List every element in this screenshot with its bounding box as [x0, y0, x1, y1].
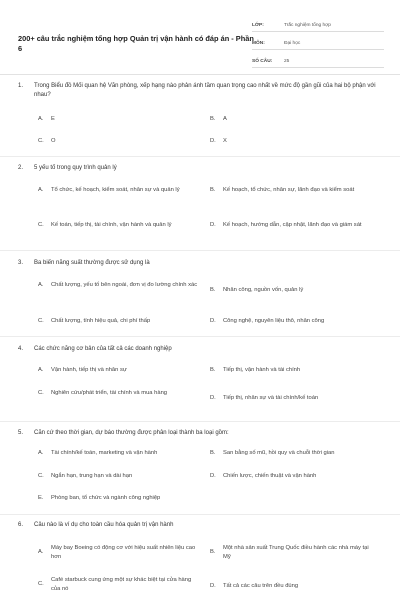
option-text: Tiếp thị, nhân sự và tài chính/kế toán — [223, 395, 319, 401]
option-c[interactable] — [38, 389, 201, 398]
option-a[interactable] — [38, 544, 201, 561]
question-stem — [18, 521, 388, 530]
question-number: 3. — [18, 260, 24, 266]
option-text: Vận hành, tiếp thị và nhân sự — [51, 367, 127, 373]
option-letter: D. — [210, 583, 216, 589]
question-1 — [18, 82, 388, 100]
meta-key: LỚP: — [252, 23, 264, 28]
option-text: Chiến lược, chiến thuật và vận hành — [223, 473, 317, 479]
option-letter: E. — [38, 495, 44, 501]
option-letter: B. — [210, 450, 216, 456]
question-6 — [18, 521, 388, 530]
header-divider — [0, 74, 400, 75]
option-text: Phòng ban, tổ chức và ngành công nghiệp — [51, 495, 161, 501]
question-stem — [18, 345, 388, 354]
option-text: Chất lượng, tính hiệu quả, chi phí thấp — [51, 318, 151, 324]
option-letter: C. — [38, 581, 44, 588]
question-5 — [18, 429, 388, 438]
option-letter: A. — [38, 282, 44, 288]
meta-value: Trắc nghiệm tổng hợp — [284, 23, 331, 28]
option-text: San bằng số mũ, hồi quy và chuỗi thời gian — [223, 450, 335, 456]
option-text: Café starbuck cung ứng một sự khác biệt tại cửa hàng của nó — [51, 577, 192, 592]
question-divider — [0, 156, 400, 157]
meta-value: 25 — [284, 59, 290, 64]
meta-row-count — [252, 50, 384, 68]
question-text: 5 yếu tố trong quy trình quản lý — [34, 165, 117, 171]
option-text: E — [51, 116, 55, 122]
option-letter: C. — [38, 473, 44, 479]
question-text: Căn cứ theo thời gian, dự báo thường được phân loại thành ba loại gồm: — [34, 430, 229, 436]
question-divider — [0, 514, 400, 515]
option-b[interactable] — [210, 286, 373, 295]
option-e[interactable] — [38, 494, 223, 503]
option-c[interactable] — [38, 317, 201, 326]
option-letter: C. — [38, 390, 44, 396]
option-letter: C. — [38, 318, 44, 324]
meta-value: Đại học — [284, 41, 301, 46]
option-d[interactable] — [210, 472, 395, 481]
option-b[interactable] — [210, 366, 373, 375]
option-letter: C. — [38, 138, 44, 144]
option-letter: D. — [210, 473, 216, 479]
option-text: Máy bay Boeing có động cơ với hiệu suất nhiên liệu cao hơn — [51, 545, 196, 560]
option-c[interactable] — [38, 576, 201, 593]
option-d[interactable] — [210, 317, 373, 326]
option-b[interactable] — [210, 115, 373, 124]
option-letter: C. — [38, 222, 44, 228]
option-text: Nhân công, nguồn vốn, quản lý — [223, 287, 304, 293]
question-text: Các chức năng cơ bản của tất cả các doanh nghiệp — [34, 346, 172, 352]
meta-info — [252, 14, 384, 68]
option-letter: B. — [210, 187, 216, 193]
option-letter: A. — [38, 187, 44, 193]
question-number: 2. — [18, 165, 24, 171]
option-d[interactable] — [210, 221, 373, 230]
option-text: Chất lượng, yếu tố bên ngoài, đơn vị đo lường chính xác — [51, 282, 198, 288]
option-d[interactable] — [210, 137, 373, 146]
meta-row-class — [252, 14, 384, 32]
question-number: 6. — [18, 522, 24, 528]
option-a[interactable] — [38, 366, 201, 375]
question-text: Câu nào là ví dụ cho toàn cầu hóa quản trị vận hành — [34, 522, 174, 528]
meta-key: MÔN: — [252, 41, 265, 46]
question-divider — [0, 250, 400, 251]
question-text: Trong Biểu đồ Mối quan hệ Văn phòng, xếp hạng nào phản ánh tầm quan trọng cao nhất về mức độ gần gũi của hai bộ phận với nhau? — [34, 83, 376, 98]
option-b[interactable] — [210, 186, 373, 195]
option-letter: A. — [38, 450, 44, 456]
option-text: Kế toán, tiếp thị, tài chính, vận hành và quản lý — [51, 222, 172, 228]
option-letter: A. — [38, 116, 44, 122]
option-letter: A. — [38, 367, 44, 373]
option-text: O — [51, 138, 56, 144]
question-number: 4. — [18, 346, 24, 352]
option-text: Tất cả các câu trên đều đúng — [223, 583, 299, 589]
question-stem — [18, 429, 388, 438]
page-header — [0, 0, 400, 66]
question-divider — [0, 336, 400, 337]
option-b[interactable] — [210, 544, 373, 561]
option-letter: B. — [210, 549, 216, 556]
option-text: Một nhà sản xuất Trung Quốc điều hành các nhà máy tại Mỹ — [223, 545, 369, 560]
option-text: Ngắn hạn, trung hạn và dài hạn — [51, 473, 133, 479]
option-text: Kế hoạch, hướng dẫn, cập nhật, lãnh đạo và giám sát — [223, 222, 362, 228]
option-c[interactable] — [38, 221, 201, 230]
option-a[interactable] — [38, 281, 201, 290]
question-3 — [18, 259, 388, 268]
page-title: 200+ câu trắc nghiệm tổng hợp Quản trị vận hành có đáp án - Phần 6 — [18, 34, 254, 53]
option-d[interactable] — [210, 582, 373, 591]
question-stem — [18, 259, 388, 268]
option-text: A — [223, 116, 227, 122]
option-a[interactable] — [38, 186, 201, 195]
option-letter: D. — [210, 138, 216, 144]
question-2 — [18, 164, 388, 173]
option-letter: B. — [210, 116, 216, 122]
question-number: 5. — [18, 430, 24, 436]
option-letter: D. — [210, 222, 216, 228]
option-text: Tiếp thị, vận hành và tài chính — [223, 367, 301, 373]
option-text: Tổ chức, kế hoạch, kiểm soát, nhân sự và quản lý — [51, 187, 180, 193]
option-letter: A. — [38, 549, 44, 556]
question-text: Ba biến năng suất thường được sử dụng là — [34, 260, 150, 266]
option-a[interactable] — [38, 449, 216, 458]
meta-key: SỐ CÂU: — [252, 59, 273, 64]
question-number: 1. — [18, 83, 24, 89]
question-stem — [18, 82, 388, 100]
option-letter: B. — [210, 367, 216, 373]
option-text: X — [223, 138, 227, 144]
option-c[interactable] — [38, 472, 201, 481]
option-c[interactable] — [38, 137, 201, 146]
option-letter: B. — [210, 287, 216, 293]
option-letter: D. — [210, 395, 216, 401]
option-a[interactable] — [38, 115, 201, 124]
meta-row-subject — [252, 32, 384, 50]
option-letter: D. — [210, 318, 216, 324]
question-4 — [18, 345, 388, 354]
option-text: Tài chính/kế toán, marketing và vận hành — [51, 450, 158, 456]
option-text: Nghiên cứu/phát triển, tài chính và mua hàng — [51, 390, 168, 396]
option-text: Kế hoạch, tổ chức, nhân sự, lãnh đạo và kiểm soát — [223, 187, 355, 193]
question-stem — [18, 164, 388, 173]
option-text: Công nghệ, nguyên liệu thô, nhân công — [223, 318, 325, 324]
option-b[interactable] — [210, 449, 395, 458]
question-divider — [0, 421, 400, 422]
option-d[interactable] — [210, 394, 373, 403]
